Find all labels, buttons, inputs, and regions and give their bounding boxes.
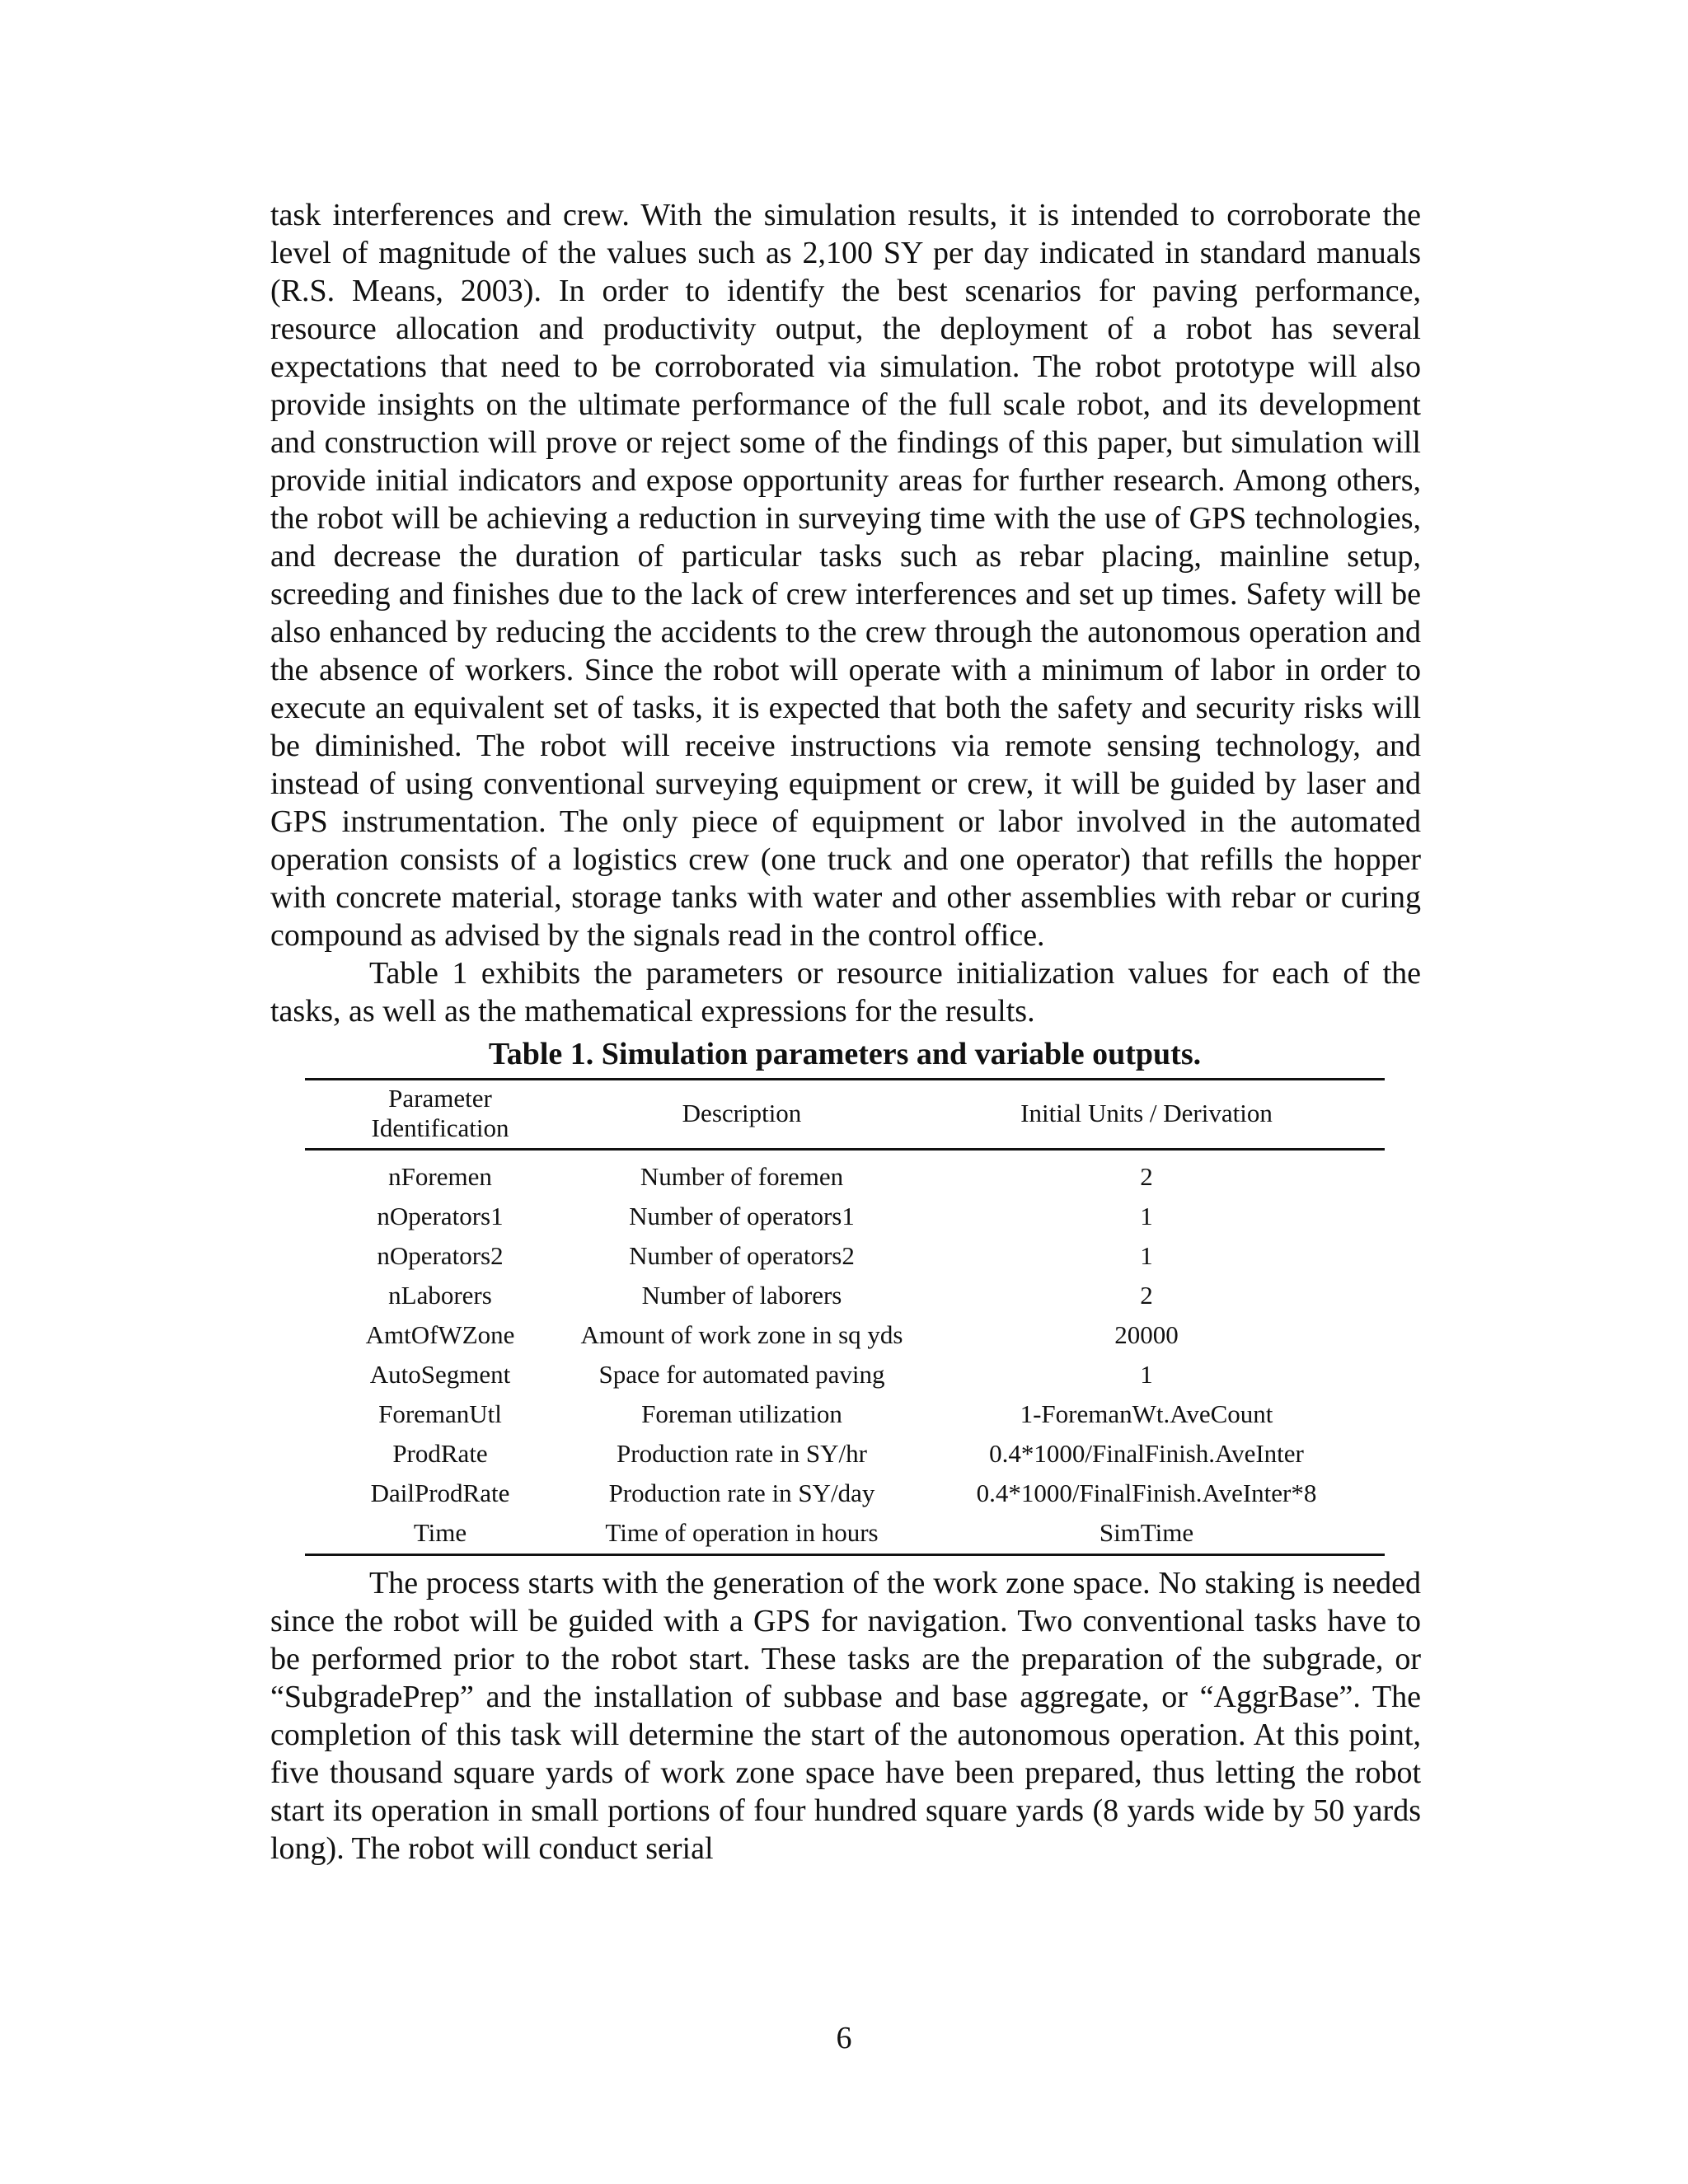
cell-description: Production rate in SY/hr bbox=[617, 1439, 867, 1468]
paragraph-process: The process starts with the generation of the work zone space. No staking is needed since the robot will be guided with a GPS for navigation. Two conventional tasks have to be performed prior to the robot start. These tasks are the preparation of the subgrade, or “SubgradePrep” and the installation of subbase and base aggregate, or “AggrBase”. The completion of this task will determine the start of the autonomous operation. At this point, five thousand square yards of work zone space have been prepared, thus letting the robot start its operation in small portions of four hundred square yards (8 yards wide by 50 yards long). The robot will conduct serial bbox=[270, 1566, 1421, 1866]
cell-parameter: Time bbox=[413, 1518, 467, 1547]
simulation-table-block bbox=[305, 1035, 1385, 1556]
header-initial-units: Initial Units / Derivation bbox=[1020, 1099, 1273, 1127]
simulation-parameters-table bbox=[305, 1078, 1385, 1556]
cell-value: 2 bbox=[1140, 1281, 1153, 1310]
header-parameter-identification bbox=[305, 1080, 575, 1150]
paragraph-intro: task interferences and crew. With the simulation results, it is intended to corroborate the level of magnitude of the values such as 2,100 SY per day indicated in standard manuals (R.S. Means, 2003). In order to identify the best scenarios for paving performance, resource allocation and productivity output, the deployment of a robot has several expectations that need to be corroborated via simulation. The robot prototype will also provide insights on the ultimate performance of the full scale robot, and its development and construction will prove or reject some of the findings of this paper, but simulation will provide initial indicators and expose opportunity areas for further research. Among others, the robot will be achieving a reduction in surveying time with the use of GPS technologies, and decrease the duration of particular tasks such as rebar placing, mainline setup, screeding and finishes due to the lack of crew interferences and set up times. Safety will be also enhanced by reducing the accidents to the crew through the autonomous operation and the absence of workers. Since the robot will operate with a minimum of labor in order to execute an equivalent set of tasks, it is expected that both the safety and security risks will be diminished. The robot will receive instructions via remote sensing technology, and instead of using conventional surveying equipment or crew, it will be guided by laser and GPS instrumentation. The only piece of equipment or labor involved in the automated operation consists of a logistics crew (one truck and one operator) that refills the hopper with concrete material, storage tanks with water and other assemblies with rebar or curing compound as advised by the signals read in the control office. bbox=[270, 198, 1421, 953]
table-row bbox=[305, 1237, 1385, 1277]
table-header-row bbox=[305, 1080, 1385, 1150]
cell-parameter: AmtOfWZone bbox=[365, 1320, 515, 1349]
cell-parameter: nOperators2 bbox=[377, 1241, 504, 1270]
header-description: Description bbox=[682, 1099, 802, 1127]
cell-description: Production rate in SY/day bbox=[608, 1479, 875, 1507]
cell-value: 20000 bbox=[1114, 1320, 1179, 1349]
cell-parameter: ForemanUtl bbox=[378, 1399, 502, 1428]
cell-parameter: nOperators1 bbox=[377, 1202, 504, 1230]
header-parameter-line1: Parameter bbox=[388, 1084, 492, 1113]
cell-description: Number of operators2 bbox=[629, 1241, 855, 1270]
table-row bbox=[305, 1395, 1385, 1435]
table-row bbox=[305, 1277, 1385, 1316]
cell-value: 1 bbox=[1140, 1360, 1153, 1389]
cell-parameter: nForemen bbox=[388, 1162, 492, 1191]
cell-parameter: ProdRate bbox=[392, 1439, 488, 1468]
page-number: 6 bbox=[836, 2021, 852, 2055]
table-row bbox=[305, 1197, 1385, 1237]
cell-value: 1 bbox=[1140, 1241, 1153, 1270]
cell-value: 0.4*1000/FinalFinish.AveInter bbox=[989, 1439, 1304, 1468]
cell-parameter: AutoSegment bbox=[369, 1360, 511, 1389]
header-parameter-line2: Identification bbox=[371, 1113, 509, 1142]
cell-description: Foreman utilization bbox=[641, 1399, 842, 1428]
cell-value: 2 bbox=[1140, 1162, 1153, 1191]
cell-parameter: nLaborers bbox=[388, 1281, 492, 1310]
cell-description: Time of operation in hours bbox=[605, 1518, 879, 1547]
cell-value: 1-ForemanWt.AveCount bbox=[1020, 1399, 1273, 1428]
cell-description: Space for automated paving bbox=[598, 1360, 885, 1389]
paragraph-table-intro: Table 1 exhibits the parameters or resource initialization values for each of the tasks, as well as the mathematical expressions for the results. bbox=[270, 956, 1421, 1029]
cell-value: 1 bbox=[1140, 1202, 1153, 1230]
table-row bbox=[305, 1435, 1385, 1474]
cell-value: SimTime bbox=[1099, 1518, 1194, 1547]
table-caption: Table 1. Simulation parameters and variable outputs. bbox=[488, 1037, 1202, 1071]
table-row bbox=[305, 1474, 1385, 1514]
cell-description: Number of foremen bbox=[640, 1162, 844, 1191]
cell-description: Number of operators1 bbox=[629, 1202, 855, 1230]
cell-description: Number of laborers bbox=[641, 1281, 842, 1310]
table-row bbox=[305, 1316, 1385, 1356]
table-row bbox=[305, 1356, 1385, 1395]
table-row bbox=[305, 1150, 1385, 1198]
cell-description: Amount of work zone in sq yds bbox=[580, 1320, 903, 1349]
cell-parameter: DailProdRate bbox=[370, 1479, 510, 1507]
page-content bbox=[270, 196, 1421, 1868]
table-row bbox=[305, 1514, 1385, 1555]
cell-value: 0.4*1000/FinalFinish.AveInter*8 bbox=[976, 1479, 1317, 1507]
